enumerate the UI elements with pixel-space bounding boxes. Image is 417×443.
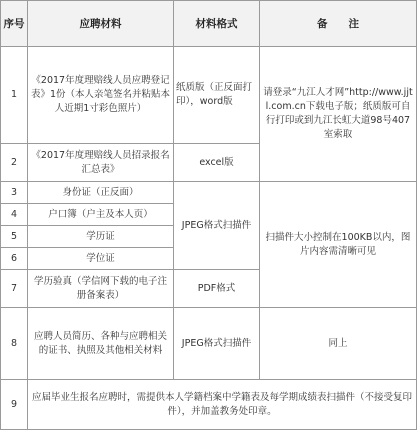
format-cell: JPEG格式扫描件 [174, 308, 260, 380]
table-row-3 [1, 182, 417, 204]
header-material: 应聘材料 [28, 1, 174, 47]
format-cell: excel版 [174, 144, 260, 182]
format-cell: PDF格式 [174, 270, 260, 308]
format-cell: 纸质版（正反面打印），word版 [174, 47, 260, 144]
material-cell: 《2017年度理赔线人员招录报名汇总表》 [28, 144, 174, 182]
material-cell: 学位证 [28, 248, 174, 270]
row-number: 4 [1, 204, 28, 226]
remark-cell-download: 请登录“九江人才网”http://www.jjtl.com.cn下载电子版；纸质版可自行打印或到九江长虹大道98号407室索取 [260, 47, 417, 182]
material-cell: 户口簿（户主及本人页） [28, 204, 174, 226]
material-cell: 《2017年度理赔线人员应聘登记表》1份（本人亲笔签名并粘贴本人近期1寸彩色照片） [28, 47, 174, 144]
table-row-1 [1, 47, 417, 144]
row-number: 1 [1, 47, 28, 144]
row-number: 9 [1, 380, 28, 430]
header-seq: 序号 [1, 1, 28, 47]
row-number: 5 [1, 226, 28, 248]
material-cell: 应聘人员简历、各种与应聘相关的证书、执照及其他相关材料 [28, 308, 174, 380]
row-number: 6 [1, 248, 28, 270]
remark-cell: 同上 [260, 308, 417, 380]
row-number: 8 [1, 308, 28, 380]
material-cell: 身份证（正反面） [28, 182, 174, 204]
remark-cell-scan-size: 扫描件大小控制在100KB以内，图片内容需清晰可见 [260, 182, 417, 308]
row-number: 2 [1, 144, 28, 182]
table-row-8 [1, 308, 417, 380]
header-row [1, 1, 417, 47]
material-cell: 学历证 [28, 226, 174, 248]
header-format: 材料格式 [174, 1, 260, 47]
row-number: 7 [1, 270, 28, 308]
material-cell: 学历验真（学信网下载的电子注册备案表） [28, 270, 174, 308]
format-cell-jpeg: JPEG格式扫描件 [174, 182, 260, 270]
note-cell: 应届毕业生报名应聘时，需提供本人学籍档案中学籍表及每学期成绩表扫描件（不接受复印件），并加盖教务处印章。 [28, 380, 417, 430]
table-row-9 [1, 380, 417, 430]
row-number: 3 [1, 182, 28, 204]
header-remark: 备 注 [260, 1, 417, 47]
